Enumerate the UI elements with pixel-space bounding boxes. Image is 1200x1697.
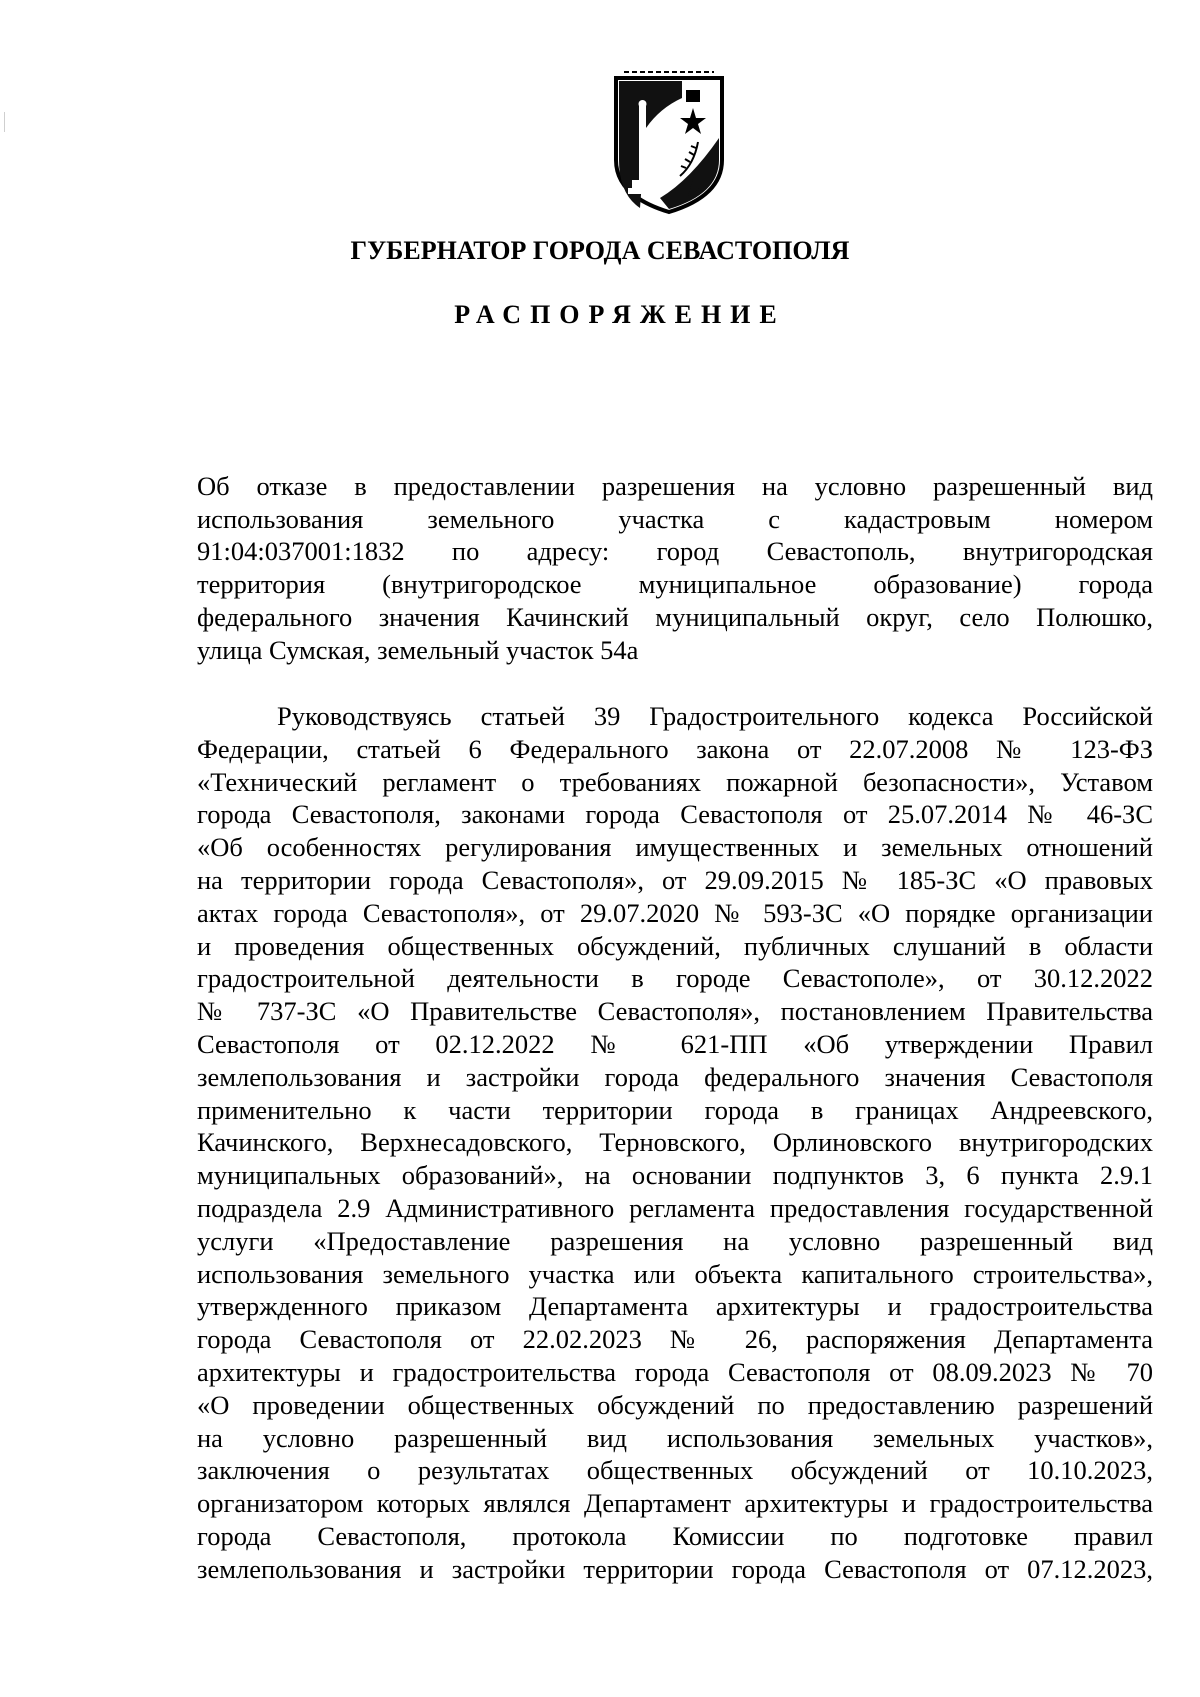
body-line: Качинского, Верхнесадовского, Терновского, Орлиновского внутригородских — [197, 1127, 1153, 1158]
body-line: Севастополя от 02.12.2022 № 621-ПП «Об утверждении Правил — [197, 1028, 1153, 1059]
body-line: города Севастополя от 22.02.2023 № 26, распоряжения Департамента — [197, 1324, 1153, 1355]
body-line: актах города Севастополя», от 29.07.2020 № 593-ЗС «О порядке организации — [197, 897, 1153, 928]
body-line: на условно разрешенный вид использования земельных участков», — [197, 1422, 1153, 1453]
body-line: № 737-ЗС «О Правительстве Севастополя», постановлением Правительства — [197, 996, 1153, 1027]
body-line: применительно к части территории города в границах Андреевского, — [197, 1094, 1153, 1125]
body-line: организатором которых являлся Департамент архитектуры и градостроительства — [197, 1488, 1153, 1519]
body-line: утвержденного приказом Департамента архитектуры и градостроительства — [197, 1291, 1153, 1322]
body-line: «О проведении общественных обсуждений по предоставлению разрешений — [197, 1389, 1153, 1420]
body-line: и проведения общественных обсуждений, публичных слушаний в области — [197, 930, 1153, 961]
issuing-authority-heading: ГУБЕРНАТОР ГОРОДА СЕВАСТОПОЛЯ — [350, 236, 850, 265]
body-line: землепользования и застройки города федерального значения Севастополя — [197, 1061, 1153, 1092]
document-body-paragraph — [197, 700, 1153, 1586]
sevastopol-coat-of-arms-icon — [610, 68, 728, 216]
subject-line: федерального значения Качинский муниципальный округ, село Полюшко, — [197, 601, 1153, 632]
body-line: Руководствуясь статьей 39 Градостроительного кодекса Российской — [277, 701, 1153, 731]
body-line: землепользования и застройки территории города Севастополя от 07.12.2023, — [197, 1553, 1153, 1584]
body-line: «Об особенностях регулирования имущественных и земельных отношений — [197, 832, 1153, 863]
subject-line: Об отказе в предоставлении разрешения на условно разрешенный вид — [197, 471, 1153, 501]
document-type-heading: РАСПОРЯЖЕНИЕ — [454, 300, 786, 329]
subject-line: улица Сумская, земельный участок 54а — [197, 634, 639, 665]
body-line: Федерации, статьей 6 Федерального закона от 22.07.2008 № 123-ФЗ — [197, 733, 1153, 764]
body-line: градостроительной деятельности в городе Севастополе», от 30.12.2022 — [197, 963, 1153, 994]
document-subject — [197, 470, 1153, 666]
scan-margin-mark — [4, 112, 5, 132]
body-line: заключения о результатах общественных обсуждений от 10.10.2023, — [197, 1455, 1153, 1486]
subject-line: территория (внутригородское муниципальное образование) города — [197, 569, 1153, 600]
body-line: города Севастополя, протокола Комиссии по подготовке правил — [197, 1520, 1153, 1551]
subject-line: 91:04:037001:1832 по адресу: город Севастополь, внутригородская — [197, 536, 1153, 567]
body-line: услуги «Предоставление разрешения на условно разрешенный вид — [197, 1225, 1153, 1256]
subject-line: использования земельного участка с кадастровым номером — [197, 503, 1153, 534]
body-line: архитектуры и градостроительства города Севастополя от 08.09.2023 № 70 — [197, 1356, 1153, 1387]
body-line: на территории города Севастополя», от 29.09.2015 № 185-ЗС «О правовых — [197, 864, 1153, 895]
body-line: использования земельного участка или объекта капитального строительства», — [197, 1258, 1153, 1289]
body-line: подраздела 2.9 Административного регламента предоставления государственной — [197, 1192, 1153, 1223]
body-line: муниципальных образований», на основании подпунктов 3, 6 пункта 2.9.1 — [197, 1160, 1153, 1191]
body-line: «Технический регламент о требованиях пожарной безопасности», Уставом — [197, 766, 1153, 797]
body-line: города Севастополя, законами города Севастополя от 25.07.2014 № 46-ЗС — [197, 799, 1153, 830]
